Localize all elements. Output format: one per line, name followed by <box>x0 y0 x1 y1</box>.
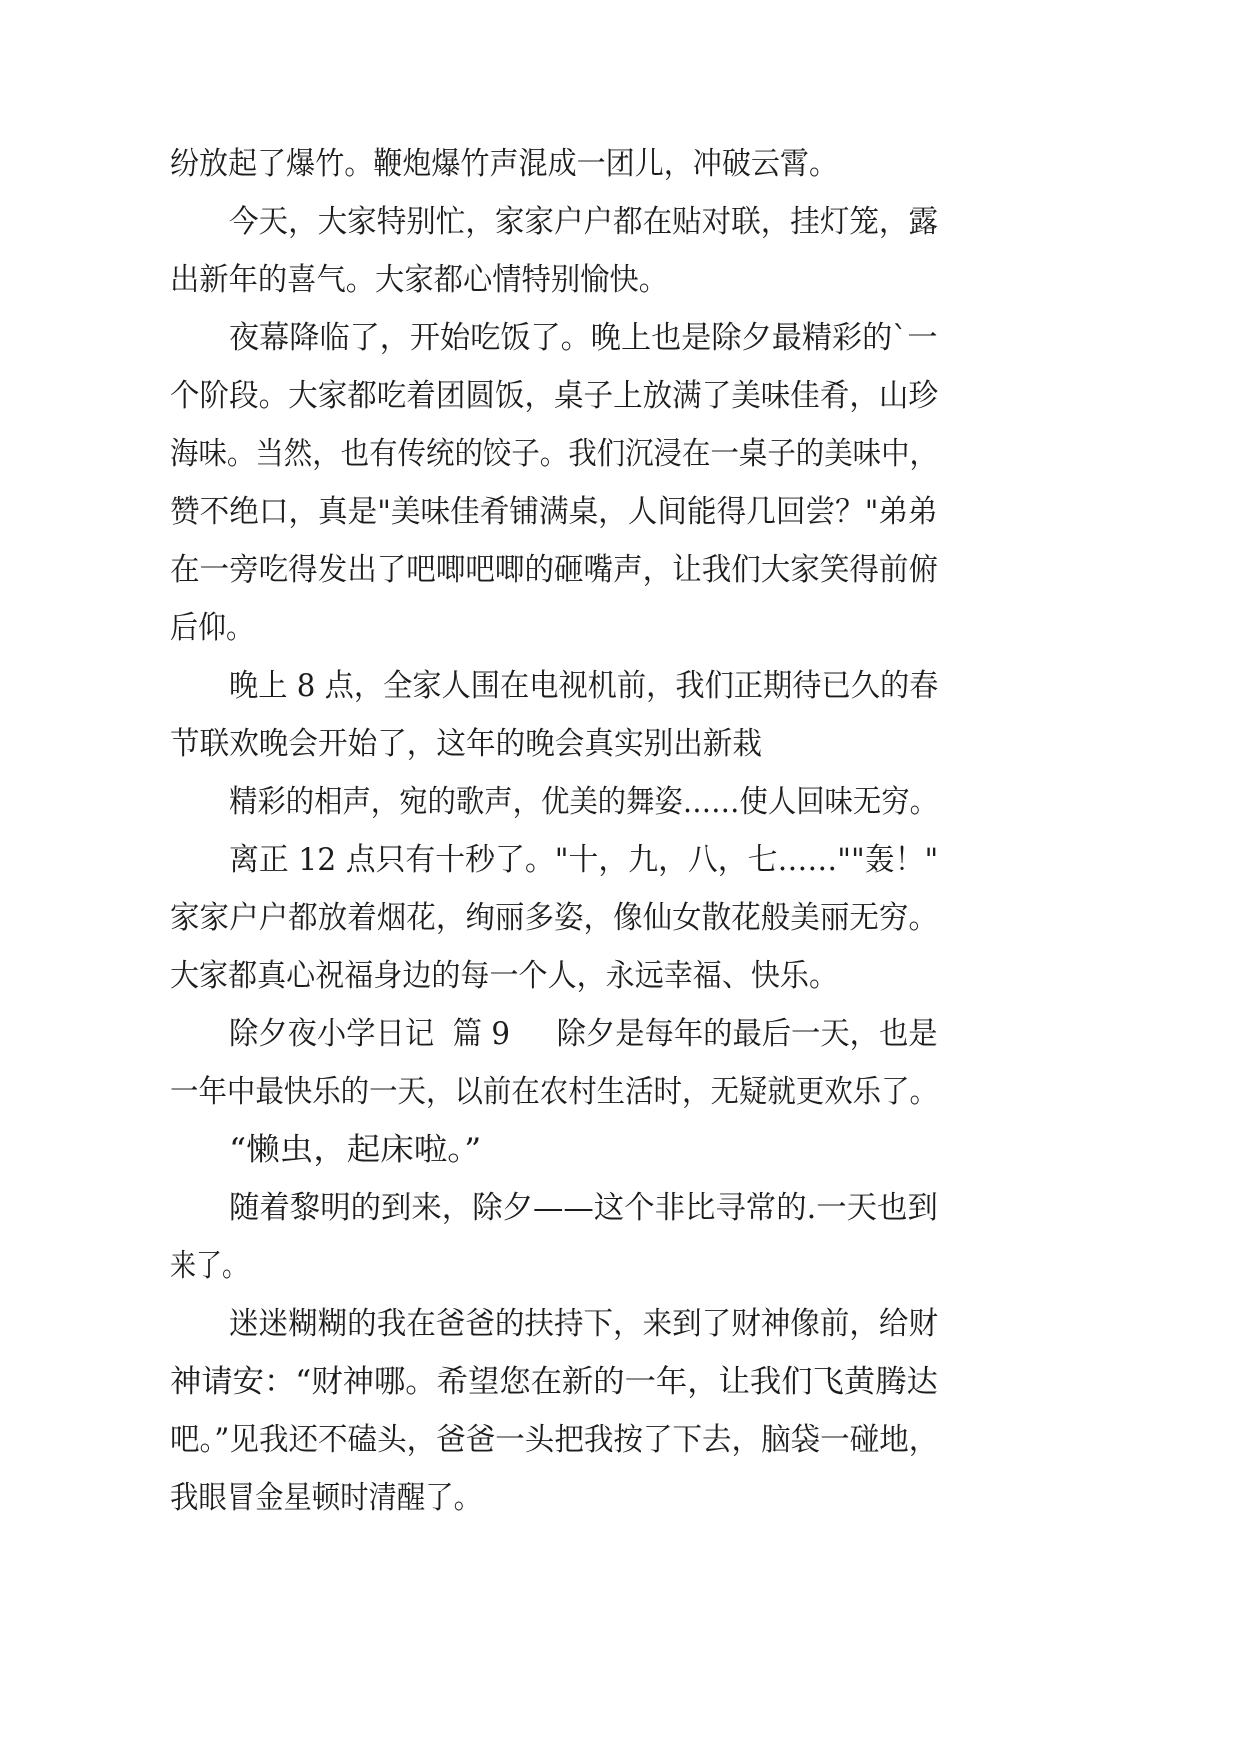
text-line: 在一旁吃得发出了吧唧吧唧的砸嘴声，让我们大家笑得前俯 <box>170 552 938 588</box>
text-line: 纷放起了爆竹。鞭炮爆竹声混成一团儿，冲破云霄。 <box>170 146 838 182</box>
text-line: 随着黎明的到来，除夕——这个非比寻常的.一天也到 <box>229 1190 938 1226</box>
text-line: 神请安：“财神哪。希望您在新的一年，让我们飞黄腾达 <box>170 1364 938 1400</box>
text-line: 吧。”见我还不磕头，爸爸一头把我按了下去，脑袋一碰地， <box>170 1422 939 1458</box>
text-line: 海味。当然，也有传统的饺子。我们沉浸在一桌子的美味中， <box>170 436 938 472</box>
text-line: 后仰。 <box>170 610 254 646</box>
text-line: “懒虫，起床啦。” <box>229 1132 482 1168</box>
text-line: 夜幕降临了，开始吃饭了。晚上也是除夕最精彩的`一 <box>229 320 938 356</box>
text-line: 除夕夜小学日记 篇 9 除夕是每年的最后一天，也是 <box>229 1016 938 1052</box>
text-line: 大家都真心祝福身边的每一个人，永远幸福、快乐。 <box>170 958 838 994</box>
text-line: 赞不绝口，真是"美味佳肴铺满桌，人间能得几回尝？"弟弟 <box>170 494 938 530</box>
text-line: 来了。 <box>170 1248 248 1284</box>
text-line: 精彩的相声，宛的歌声，优美的舞姿……使人回味无穷。 <box>229 784 938 820</box>
text-line: 我眼冒金星顿时清醒了。 <box>170 1480 482 1516</box>
text-line: 迷迷糊糊的我在爸爸的扶持下，来到了财神像前，给财 <box>229 1306 938 1342</box>
text-line: 家家户户都放着烟花，绚丽多姿，像仙女散花般美丽无穷。 <box>170 900 938 936</box>
text-line: 出新年的喜气。大家都心情特别愉快。 <box>170 262 668 298</box>
text-line: 晚上 8 点，全家人围在电视机前，我们正期待已久的春 <box>229 668 939 704</box>
text-line: 节联欢晚会开始了，这年的晚会真实别出新栽 <box>170 726 762 762</box>
text-line: 离正 12 点只有十秒了。"十，九，八，七……""轰！" <box>229 842 939 878</box>
text-line: 今天，大家特别忙，家家户户都在贴对联，挂灯笼，露 <box>229 204 938 240</box>
text-line: 个阶段。大家都吃着团圆饭，桌子上放满了美味佳肴，山珍 <box>170 378 938 414</box>
text-line: 一年中最快乐的一天，以前在农村生活时，无疑就更欢乐了。 <box>170 1074 938 1110</box>
